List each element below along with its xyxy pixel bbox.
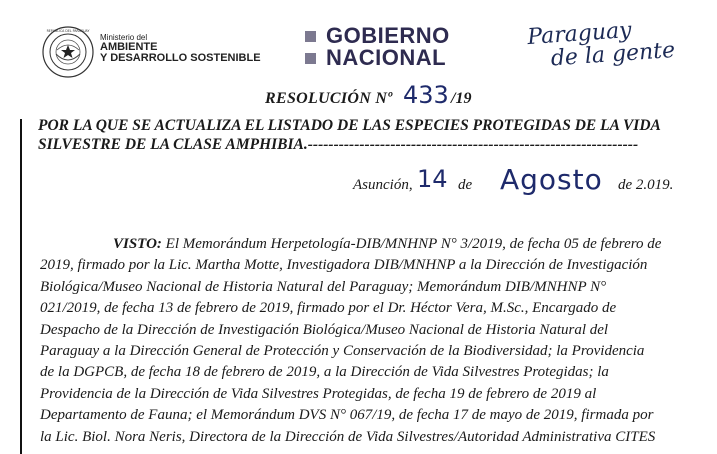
body-line-1: El Memorándum Herpetología-DIB/MNHNP N° 3/2019, de fecha 05 de febrero de (165, 236, 662, 252)
logo-square-icon (305, 53, 316, 64)
ministry-name (100, 33, 261, 64)
national-seal-icon (42, 26, 94, 78)
body-line-7: de la DGPCB, de fecha 18 de febrero de 2019, a la Dirección de Vida Silvestres Protegidas; la (40, 364, 609, 381)
date-day: 14 (417, 165, 448, 193)
subject-line-2: SILVESTRE DE LA CLASE AMPHIBIA.---------------------------------------------------------------- (38, 136, 639, 153)
seal-text: REPUBLICA DEL PARAGUAY (46, 29, 90, 33)
date-month: Agosto (500, 163, 603, 196)
slogan-line-1: Paraguay (526, 17, 633, 51)
visto-label: VISTO: (113, 236, 162, 252)
gobierno-text: GOBIERNO (326, 23, 450, 48)
date-de: de (458, 177, 473, 193)
body-line-3: Biológica/Museo Nacional de Historia Natural del Paraguay; Memorándum DIB/MNHNP N° (40, 278, 607, 295)
visto-paragraph (40, 234, 712, 448)
resolution-year: /19 (451, 90, 472, 107)
logo-square-icon (305, 31, 316, 42)
resolution-label: RESOLUCIÓN Nº (265, 90, 393, 107)
slogan-line-2: de la gente (550, 37, 676, 72)
body-line-4: 021/2019, de fecha 13 de febrero de 2019, firmado por el Dr. Héctor Vera, M.Sc., Encargado de (40, 300, 617, 317)
nacional-text: NACIONAL (326, 45, 447, 70)
body-line-8: Providencia de la Dirección de Vida Silvestres Protegidas, de fecha 19 de febrero de 2019 al (40, 385, 597, 402)
resolution-subject (38, 116, 661, 154)
ministry-prefix: Ministerio del (100, 33, 148, 42)
subject-line-1: POR LA QUE SE ACTUALIZA EL LISTADO DE LAS ESPECIES PROTEGIDAS DE LA VIDA (38, 117, 661, 134)
slogan-logo (527, 15, 676, 73)
gobierno-nacional-logo (305, 25, 450, 69)
body-line-9: Departamento de Fauna; el Memorándum DVS N° 067/19, de fecha 17 de mayo de 2019, firmada por (40, 407, 654, 424)
date-city: Asunción, (353, 177, 413, 193)
body-line-2: 2019, firmado por la Lic. Martha Motte, Investigadora DIB/MNHNP a la Dirección de Investigación (40, 257, 648, 274)
margin-rule (20, 119, 22, 454)
ministry-line-2: Y DESARROLLO SOSTENIBLE (100, 52, 261, 64)
body-line-6: Paraguay a la Dirección General de Protección y Conservación de la Biodiversidad; la Providencia (40, 343, 645, 360)
body-line-10: la Lic. Biol. Nora Neris, Directora de la Dirección de Vida Silvestres/Autoridad Administrativa CITES (40, 428, 656, 445)
letterhead (0, 0, 717, 88)
date-year: de 2.019. (618, 177, 674, 193)
body-line-5: Despacho de la Dirección de Investigación Biológica/Museo Nacional de Historia Natural del (40, 321, 609, 338)
resolution-number: 433 (403, 81, 449, 109)
ministry-line-1: AMBIENTE (100, 41, 158, 53)
